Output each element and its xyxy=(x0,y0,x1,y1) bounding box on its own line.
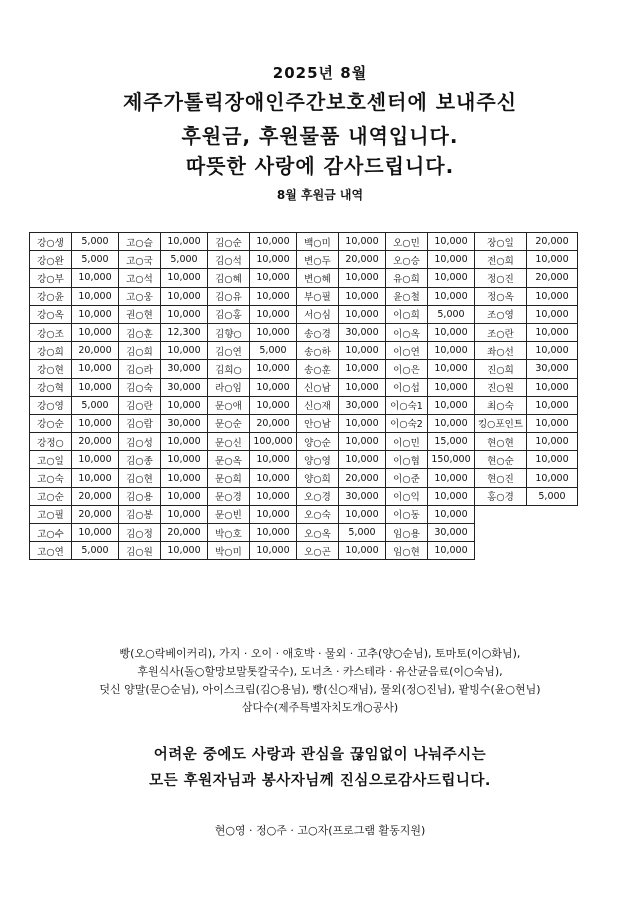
donor-name-cell: 백○미 xyxy=(297,233,339,251)
donor-name-cell: 김○정 xyxy=(119,524,161,542)
donation-amount-cell: 10,000 xyxy=(339,233,386,251)
table-row xyxy=(30,524,578,542)
donation-amount-cell: 10,000 xyxy=(72,360,119,378)
donation-amount-cell: 10,000 xyxy=(339,433,386,451)
donor-name-cell: 오○옥 xyxy=(297,524,339,542)
donor-name-cell: 강○혁 xyxy=(30,378,72,396)
donor-name-cell: 이○익 xyxy=(386,487,428,505)
donation-amount-cell: 12,300 xyxy=(161,323,208,341)
donor-name-cell: 김○혜 xyxy=(208,269,250,287)
donor-name-cell: 박○호 xyxy=(208,524,250,542)
donation-amount-cell: 10,000 xyxy=(527,451,578,469)
donation-amount-cell: 10,000 xyxy=(250,287,297,305)
donor-name-cell: 임○용 xyxy=(386,524,428,542)
donation-amount-cell: 10,000 xyxy=(527,323,578,341)
donor-name-cell: 이○민 xyxy=(386,433,428,451)
donation-amount-cell: 10,000 xyxy=(250,505,297,523)
donation-amount-cell: 10,000 xyxy=(161,469,208,487)
donor-name-cell: 홍○경 xyxy=(475,487,527,505)
donor-name-cell: 김○란 xyxy=(119,396,161,414)
donor-name-cell: 문○경 xyxy=(208,487,250,505)
table-row xyxy=(30,269,578,287)
donor-name-cell: 김○람 xyxy=(119,414,161,432)
donor-name-cell: 진○원 xyxy=(475,378,527,396)
donation-amount-cell: 10,000 xyxy=(527,414,578,432)
donor-name-cell: 송○경 xyxy=(297,323,339,341)
donation-amount-cell: 5,000 xyxy=(161,251,208,269)
donation-amount-cell: 10,000 xyxy=(339,451,386,469)
donation-amount-cell: 30,000 xyxy=(161,378,208,396)
donated-items-line: 후원식사(돌○할망보말톳칼국수), 도너츠 · 카스테라 · 유산균음료(이○숙님), xyxy=(137,665,503,678)
donation-amount-cell: 10,000 xyxy=(250,487,297,505)
donation-amount-cell: 10,000 xyxy=(72,323,119,341)
donor-name-cell: 고○일 xyxy=(30,451,72,469)
donor-name-cell: 강○조 xyxy=(30,323,72,341)
donation-amount-cell: 5,000 xyxy=(250,342,297,360)
donation-amount-cell: 10,000 xyxy=(527,396,578,414)
donation-amount-cell: 10,000 xyxy=(428,396,475,414)
header-title-line2: 후원금, 후원물품 내역입니다. xyxy=(181,124,459,148)
donor-name-cell: 김○숙 xyxy=(119,378,161,396)
donor-name-cell: 신○남 xyxy=(297,378,339,396)
donation-amount-cell: 10,000 xyxy=(428,233,475,251)
donation-amount-cell: 30,000 xyxy=(527,360,578,378)
donation-amount-cell: 10,000 xyxy=(161,269,208,287)
donated-items-list xyxy=(0,645,640,717)
donor-name-cell: 전○희 xyxy=(475,251,527,269)
donation-amount-cell: 5,000 xyxy=(339,524,386,542)
donation-amount-cell: 10,000 xyxy=(339,287,386,305)
donor-name-cell: 부○필 xyxy=(297,287,339,305)
donation-amount-cell: 20,000 xyxy=(72,505,119,523)
donor-name-cell: 이○연 xyxy=(386,342,428,360)
donor-name-cell: 고○수 xyxy=(30,524,72,542)
donation-amount-cell: 10,000 xyxy=(339,269,386,287)
donation-amount-cell: 5,000 xyxy=(72,396,119,414)
donation-amount-cell: 10,000 xyxy=(527,251,578,269)
donor-name-cell: 김○원 xyxy=(119,542,161,560)
donor-name-cell: 조○란 xyxy=(475,323,527,341)
table-row xyxy=(30,233,578,251)
donation-amount-cell: 10,000 xyxy=(161,542,208,560)
donation-amount-cell: 10,000 xyxy=(72,269,119,287)
donor-name-cell: 김○석 xyxy=(208,251,250,269)
donation-amount-cell: 10,000 xyxy=(527,469,578,487)
table-row xyxy=(30,251,578,269)
table-row xyxy=(30,451,578,469)
donor-name-cell: 김○순 xyxy=(208,233,250,251)
donation-amount-cell: 10,000 xyxy=(161,487,208,505)
donor-name-cell: 이○옥 xyxy=(386,323,428,341)
donation-amount-cell: 15,000 xyxy=(428,433,475,451)
donor-name-cell: 진○희 xyxy=(475,360,527,378)
table-row xyxy=(30,287,578,305)
donation-amount-cell: 10,000 xyxy=(527,433,578,451)
donor-name-cell: 이○동 xyxy=(386,505,428,523)
empty-cell xyxy=(475,542,527,560)
donor-name-cell: 오○숙 xyxy=(297,505,339,523)
donor-name-cell: 강○현 xyxy=(30,360,72,378)
donation-amount-cell: 10,000 xyxy=(339,305,386,323)
donor-name-cell: 유○희 xyxy=(386,269,428,287)
donor-name-cell: 변○혜 xyxy=(297,269,339,287)
donor-name-cell: 이○준 xyxy=(386,469,428,487)
donation-amount-cell: 30,000 xyxy=(339,396,386,414)
donation-amount-cell: 10,000 xyxy=(250,251,297,269)
donation-amount-cell: 10,000 xyxy=(339,378,386,396)
donation-amount-cell: 5,000 xyxy=(72,251,119,269)
table-row xyxy=(30,360,578,378)
donation-amount-cell: 10,000 xyxy=(527,342,578,360)
donor-name-cell: 이○섭 xyxy=(386,378,428,396)
donor-name-cell: 문○희 xyxy=(208,469,250,487)
donation-amount-cell: 10,000 xyxy=(72,414,119,432)
donation-amount-cell: 20,000 xyxy=(527,269,578,287)
donation-amount-cell: 10,000 xyxy=(161,433,208,451)
donation-amount-cell: 30,000 xyxy=(339,487,386,505)
donation-amount-cell: 10,000 xyxy=(72,378,119,396)
donation-amount-cell: 10,000 xyxy=(250,360,297,378)
empty-cell xyxy=(527,524,578,542)
donation-amount-cell: 10,000 xyxy=(250,269,297,287)
donated-items-line: 삼다수(제주특별자치도개○공사) xyxy=(241,701,399,714)
table-row xyxy=(30,378,578,396)
donation-amount-cell: 10,000 xyxy=(527,378,578,396)
donor-name-cell: 김○용 xyxy=(119,487,161,505)
donor-name-cell: 김○훈 xyxy=(119,323,161,341)
donation-amount-cell: 20,000 xyxy=(72,342,119,360)
donation-amount-cell: 10,000 xyxy=(428,469,475,487)
donor-name-cell: 신○재 xyxy=(297,396,339,414)
donation-amount-cell: 30,000 xyxy=(161,414,208,432)
donation-amount-cell: 30,000 xyxy=(339,323,386,341)
donation-amount-cell: 10,000 xyxy=(250,524,297,542)
donor-name-cell: 윤○철 xyxy=(386,287,428,305)
donor-name-cell: 강정○ xyxy=(30,433,72,451)
donor-name-cell: 문○순 xyxy=(208,414,250,432)
donation-amount-cell: 10,000 xyxy=(339,342,386,360)
donated-items-line: 빵(오○락베이커리), 가지 · 오이 · 애호박 · 물외 · 고추(양○순님), 토마토(이○화님), xyxy=(119,647,521,660)
table-row xyxy=(30,487,578,505)
donation-amount-cell: 10,000 xyxy=(428,342,475,360)
donor-name-cell: 김○성 xyxy=(119,433,161,451)
table-subtitle: 8월 후원금 내역 xyxy=(276,188,364,202)
donor-name-cell: 고○연 xyxy=(30,542,72,560)
donor-name-cell: 송○하 xyxy=(297,342,339,360)
empty-cell xyxy=(527,542,578,560)
donor-name-cell: 김○봉 xyxy=(119,505,161,523)
donor-name-cell: 박○미 xyxy=(208,542,250,560)
header-title-line3: 따뜻한 사랑에 감사드립니다. xyxy=(185,154,455,178)
donation-amount-cell: 5,000 xyxy=(428,305,475,323)
donor-name-cell: 강○완 xyxy=(30,251,72,269)
donor-name-cell: 오○승 xyxy=(386,251,428,269)
donor-name-cell: 이○숙2 xyxy=(386,414,428,432)
donor-name-cell: 현○진 xyxy=(475,469,527,487)
donor-name-cell: 강○옥 xyxy=(30,305,72,323)
donor-name-cell: 김향○ xyxy=(208,323,250,341)
donation-amount-cell: 10,000 xyxy=(250,378,297,396)
donor-name-cell: 오○경 xyxy=(297,487,339,505)
donation-amount-cell: 10,000 xyxy=(250,305,297,323)
donation-table xyxy=(29,232,578,560)
donation-amount-cell: 10,000 xyxy=(72,305,119,323)
donor-name-cell: 고○웅 xyxy=(119,287,161,305)
table-row xyxy=(30,396,578,414)
donation-amount-cell: 10,000 xyxy=(161,451,208,469)
donation-amount-cell: 10,000 xyxy=(72,469,119,487)
donation-amount-cell: 10,000 xyxy=(161,342,208,360)
closing-line2: 모든 후원자님과 봉사자님께 진심으로감사드립니다. xyxy=(149,773,491,789)
table-row xyxy=(30,323,578,341)
table-row xyxy=(30,305,578,323)
donation-amount-cell: 10,000 xyxy=(428,251,475,269)
donor-name-cell: 강○희 xyxy=(30,342,72,360)
donation-amount-cell: 20,000 xyxy=(250,414,297,432)
table-row xyxy=(30,542,578,560)
donation-amount-cell: 10,000 xyxy=(250,451,297,469)
table-row xyxy=(30,505,578,523)
donor-name-cell: 강○윤 xyxy=(30,287,72,305)
donor-name-cell: 이○협 xyxy=(386,451,428,469)
donation-amount-cell: 10,000 xyxy=(428,269,475,287)
empty-cell xyxy=(527,505,578,523)
donor-name-cell: 고○순 xyxy=(30,487,72,505)
donor-name-cell: 김○라 xyxy=(119,360,161,378)
donation-amount-cell: 10,000 xyxy=(428,378,475,396)
donor-name-cell: 고○필 xyxy=(30,505,72,523)
donation-amount-cell: 10,000 xyxy=(339,542,386,560)
donor-name-cell: 양○영 xyxy=(297,451,339,469)
donor-name-cell: 고○슬 xyxy=(119,233,161,251)
donation-amount-cell: 5,000 xyxy=(72,233,119,251)
donation-amount-cell: 10,000 xyxy=(428,487,475,505)
donation-amount-cell: 10,000 xyxy=(250,396,297,414)
donor-name-cell: 양○희 xyxy=(297,469,339,487)
donation-amount-cell: 10,000 xyxy=(527,305,578,323)
donation-amount-cell: 150,000 xyxy=(428,451,475,469)
donor-name-cell: 오○민 xyxy=(386,233,428,251)
donation-amount-cell: 10,000 xyxy=(428,360,475,378)
donor-name-cell: 최○숙 xyxy=(475,396,527,414)
donor-name-cell: 서○심 xyxy=(297,305,339,323)
donor-name-cell: 문○빈 xyxy=(208,505,250,523)
donor-name-cell: 고○국 xyxy=(119,251,161,269)
donation-amount-cell: 30,000 xyxy=(161,360,208,378)
donation-amount-cell: 10,000 xyxy=(339,505,386,523)
donor-name-cell: 강○영 xyxy=(30,396,72,414)
donor-name-cell: 김○유 xyxy=(208,287,250,305)
donation-amount-cell: 10,000 xyxy=(72,287,119,305)
donation-amount-cell: 20,000 xyxy=(72,487,119,505)
donor-name-cell: 강○생 xyxy=(30,233,72,251)
donor-name-cell: 라○임 xyxy=(208,378,250,396)
donation-amount-cell: 10,000 xyxy=(428,505,475,523)
table-row xyxy=(30,342,578,360)
donor-name-cell: 강○순 xyxy=(30,414,72,432)
donor-name-cell: 이○은 xyxy=(386,360,428,378)
donor-name-cell: 김○홍 xyxy=(208,305,250,323)
donation-amount-cell: 5,000 xyxy=(72,542,119,560)
donation-amount-cell: 20,000 xyxy=(161,524,208,542)
donation-amount-cell: 10,000 xyxy=(161,233,208,251)
donor-name-cell: 변○두 xyxy=(297,251,339,269)
donation-amount-cell: 30,000 xyxy=(428,524,475,542)
donor-name-cell: 김○현 xyxy=(119,469,161,487)
donation-amount-cell: 10,000 xyxy=(339,360,386,378)
donation-amount-cell: 10,000 xyxy=(339,414,386,432)
donation-amount-cell: 10,000 xyxy=(428,287,475,305)
donor-name-cell: 장○일 xyxy=(475,233,527,251)
donation-amount-cell: 10,000 xyxy=(161,287,208,305)
staff-credits: 현○영 · 정○주 · 고○자(프로그램 활동지원) xyxy=(214,824,426,837)
donation-amount-cell: 20,000 xyxy=(72,433,119,451)
donation-amount-cell: 10,000 xyxy=(250,323,297,341)
table-row xyxy=(30,414,578,432)
donor-name-cell: 좌○선 xyxy=(475,342,527,360)
donor-name-cell: 김○종 xyxy=(119,451,161,469)
donor-name-cell: 이○숙1 xyxy=(386,396,428,414)
donation-amount-cell: 100,000 xyxy=(250,433,297,451)
donor-name-cell: 정○옥 xyxy=(475,287,527,305)
empty-cell xyxy=(475,524,527,542)
donor-name-cell: 문○옥 xyxy=(208,451,250,469)
donation-amount-cell: 10,000 xyxy=(161,305,208,323)
donor-name-cell: 강○부 xyxy=(30,269,72,287)
donation-amount-cell: 10,000 xyxy=(250,469,297,487)
donation-amount-cell: 10,000 xyxy=(527,287,578,305)
donation-amount-cell: 20,000 xyxy=(339,469,386,487)
donation-amount-cell: 10,000 xyxy=(428,323,475,341)
donor-name-cell: 킹○포인트 xyxy=(475,414,527,432)
donor-name-cell: 고○석 xyxy=(119,269,161,287)
donation-amount-cell: 10,000 xyxy=(250,233,297,251)
donation-amount-cell: 10,000 xyxy=(161,396,208,414)
donation-amount-cell: 10,000 xyxy=(72,524,119,542)
donor-name-cell: 송○훈 xyxy=(297,360,339,378)
donor-name-cell: 현○순 xyxy=(475,451,527,469)
donor-name-cell: 이○희 xyxy=(386,305,428,323)
donor-name-cell: 양○순 xyxy=(297,433,339,451)
closing-line1: 어려운 중에도 사랑과 관심을 끊임없이 나눠주시는 xyxy=(153,747,487,763)
table-row xyxy=(30,469,578,487)
closing-message xyxy=(0,742,640,794)
donor-name-cell: 문○신 xyxy=(208,433,250,451)
donor-name-cell: 임○현 xyxy=(386,542,428,560)
donor-name-cell: 조○영 xyxy=(475,305,527,323)
donor-name-cell: 김○연 xyxy=(208,342,250,360)
donor-name-cell: 문○애 xyxy=(208,396,250,414)
donor-name-cell: 김희○ xyxy=(208,360,250,378)
donation-amount-cell: 10,000 xyxy=(428,542,475,560)
donation-amount-cell: 10,000 xyxy=(250,542,297,560)
donation-amount-cell: 20,000 xyxy=(527,233,578,251)
donor-name-cell: 권○현 xyxy=(119,305,161,323)
donation-amount-cell: 20,000 xyxy=(339,251,386,269)
donation-amount-cell: 10,000 xyxy=(428,414,475,432)
donation-amount-cell: 10,000 xyxy=(72,451,119,469)
empty-cell xyxy=(475,505,527,523)
donor-name-cell: 김○희 xyxy=(119,342,161,360)
donation-amount-cell: 5,000 xyxy=(527,487,578,505)
header-title-line1: 제주가톨릭장애인주간보호센터에 보내주신 xyxy=(122,90,518,114)
donated-items-line: 덧신 양말(문○순님), 아이스크림(김○용님), 빵(신○재님), 물외(정○진님), 팥빙수(윤○현님) xyxy=(99,683,541,696)
donor-name-cell: 고○숙 xyxy=(30,469,72,487)
header-year-month: 2025년 8월 xyxy=(272,64,368,82)
donor-name-cell: 정○진 xyxy=(475,269,527,287)
donor-name-cell: 오○곤 xyxy=(297,542,339,560)
donation-amount-cell: 10,000 xyxy=(161,505,208,523)
donor-name-cell: 안○남 xyxy=(297,414,339,432)
donor-name-cell: 현○현 xyxy=(475,433,527,451)
table-row xyxy=(30,433,578,451)
